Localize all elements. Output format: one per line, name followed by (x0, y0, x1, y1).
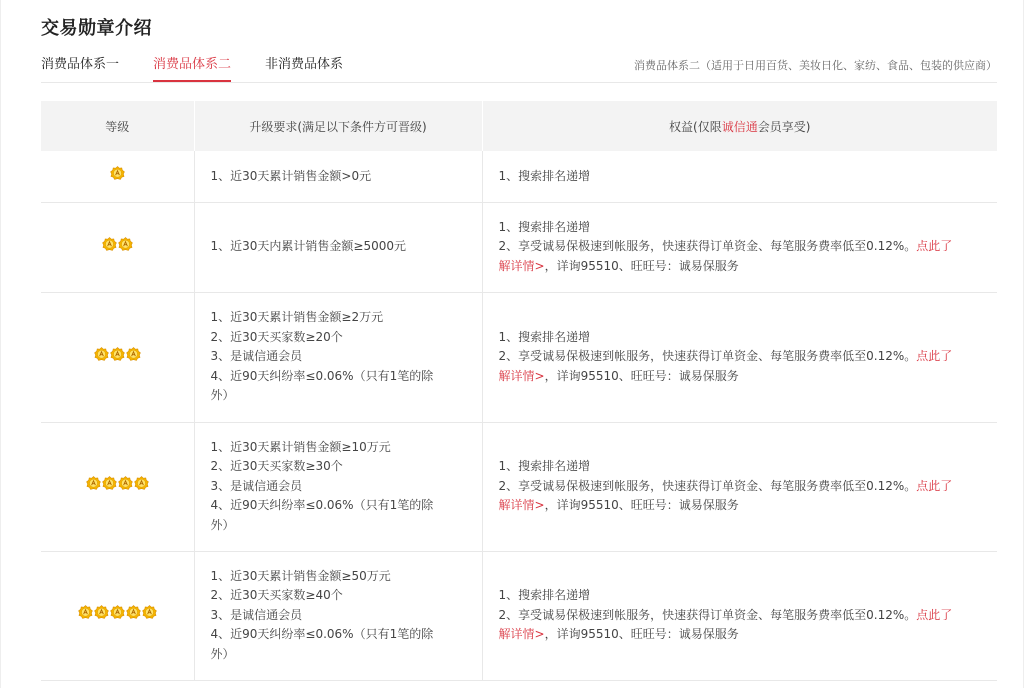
rights-cell (482, 422, 997, 551)
tab-consumer-system-1[interactable]: 消费品体系一 (41, 57, 120, 72)
details-link-part1[interactable]: 点此了 (916, 239, 953, 254)
requirement-line: 1、近30天累计销售金额≥50万元 (210, 568, 391, 583)
tab-description: 消费品体系二（适用于日用百货、美妆日化、家纺、食品、包装的供应商） (634, 59, 997, 72)
level-cell (41, 151, 194, 202)
requirements-cell (194, 151, 482, 202)
requirement-line: 1、近30天内累计销售金额≥5000元 (210, 239, 406, 254)
medal-group (102, 237, 133, 251)
requirement-line: 3、是诚信通会员 (210, 349, 303, 364)
requirement-line: 2、近30天买家数≥20个 (210, 329, 343, 344)
medal-group (86, 476, 149, 490)
table-body (41, 151, 997, 680)
level-cell (41, 551, 194, 680)
page-title: 交易勋章介绍 (41, 18, 152, 39)
tab-bar (41, 56, 997, 83)
rights-line: 1、搜索排名递增 (498, 219, 591, 234)
table-header-row (41, 101, 997, 151)
requirement-line: 4、近90天纠纷率≤0.06%（只有1笔的除 (210, 368, 434, 383)
requirement-line: 1、近30天累计销售金额≥10万元 (210, 439, 391, 454)
rights-line-text: 2、享受诚易保极速到帐服务，快速获得订单资金、每笔服务费率低至0.12%。 (498, 478, 917, 493)
table-row (41, 422, 997, 551)
medal-icon (118, 237, 133, 251)
contact-text: ，详询95510、旺旺号：诚易保服务 (544, 498, 739, 513)
medal-icon (94, 605, 109, 619)
tab-consumer-system-2[interactable]: 消费品体系二 (153, 56, 231, 82)
details-link-part1[interactable]: 点此了 (916, 349, 953, 364)
level-cell (41, 422, 194, 551)
table-row (41, 551, 997, 680)
tab-non-consumer-system[interactable]: 非消费品体系 (265, 57, 344, 72)
medal-group (78, 605, 157, 619)
rights-cell (482, 202, 997, 292)
medal-group (94, 347, 141, 361)
rights-line (499, 367, 998, 387)
rights-line (499, 257, 998, 277)
medal-icon (94, 347, 109, 361)
details-link-part2[interactable]: 解详情> (498, 258, 545, 273)
rights-line (499, 606, 998, 626)
rights-line (499, 347, 998, 367)
rights-line-text: 2、享受诚易保极速到帐服务，快速获得订单资金、每笔服务费率低至0.12%。 (498, 239, 917, 254)
requirement-line: 4、近90天纠纷率≤0.06%（只有1笔的除 (210, 498, 434, 513)
table-row (41, 202, 997, 292)
details-link-part2[interactable]: 解详情> (498, 627, 545, 642)
rights-line: 1、搜索排名递增 (498, 459, 591, 474)
rights-line (499, 496, 998, 516)
medal-icon (102, 476, 117, 490)
rights-line (499, 237, 998, 257)
table-row (41, 292, 997, 422)
header-rights-highlight[interactable]: 诚信通 (721, 119, 758, 134)
medal-icon (142, 605, 157, 619)
contact-text: ，详询95510、旺旺号：诚易保服务 (544, 258, 739, 273)
contact-text: ，详询95510、旺旺号：诚易保服务 (544, 368, 739, 383)
details-link-part2[interactable]: 解详情> (498, 368, 545, 383)
medal-icon (110, 347, 125, 361)
medal-icon (134, 476, 149, 490)
requirement-line: 3、是诚信通会员 (210, 478, 303, 493)
medal-icon (126, 347, 141, 361)
requirement-line: 2、近30天买家数≥30个 (210, 459, 343, 474)
requirements-cell (194, 202, 482, 292)
rights-line (499, 625, 998, 645)
requirement-line: 2、近30天买家数≥40个 (210, 588, 343, 603)
header-rights (482, 101, 997, 151)
details-link-part1[interactable]: 点此了 (916, 478, 953, 493)
level-cell (41, 202, 194, 292)
medal-icon (126, 605, 141, 619)
rights-line (499, 477, 998, 497)
rights-line: 1、搜索排名递增 (498, 588, 591, 603)
medal-icon (118, 476, 133, 490)
details-link-part1[interactable]: 点此了 (916, 607, 953, 622)
table-row (41, 151, 997, 202)
medal-table (41, 101, 997, 681)
rights-cell (482, 551, 997, 680)
medal-icon (102, 237, 117, 251)
medal-icon (110, 166, 125, 180)
requirements-cell (194, 422, 482, 551)
requirement-line: 3、是诚信通会员 (210, 607, 303, 622)
requirement-line: 外） (210, 646, 235, 661)
requirement-line: 4、近90天纠纷率≤0.06%（只有1笔的除 (210, 627, 434, 642)
header-requirements: 升级要求(满足以下条件方可晋级) (194, 101, 482, 151)
rights-cell (482, 292, 997, 422)
rights-line: 1、搜索排名递增 (498, 329, 591, 344)
rights-line-text: 2、享受诚易保极速到帐服务，快速获得订单资金、每笔服务费率低至0.12%。 (498, 607, 917, 622)
details-link-part2[interactable]: 解详情> (498, 498, 545, 513)
medal-icon (78, 605, 93, 619)
requirement-line: 外） (210, 388, 235, 403)
requirements-cell (194, 292, 482, 422)
medal-icon (86, 476, 101, 490)
rights-cell (482, 151, 997, 202)
rights-line-text: 2、享受诚易保极速到帐服务，快速获得订单资金、每笔服务费率低至0.12%。 (498, 349, 917, 364)
requirement-line: 1、近30天累计销售金额>0元 (210, 168, 372, 183)
rights-line: 1、搜索排名递增 (498, 168, 591, 183)
header-level: 等级 (41, 101, 194, 151)
requirements-cell (194, 551, 482, 680)
medal-icon (110, 605, 125, 619)
header-rights-prefix: 权益(仅限 (669, 119, 722, 134)
medal-group (110, 166, 125, 180)
requirement-line: 1、近30天累计销售金额≥2万元 (210, 310, 384, 325)
requirement-line: 外） (210, 517, 235, 532)
level-cell (41, 292, 194, 422)
header-rights-suffix: 会员享受) (757, 119, 811, 134)
contact-text: ，详询95510、旺旺号：诚易保服务 (544, 627, 739, 642)
